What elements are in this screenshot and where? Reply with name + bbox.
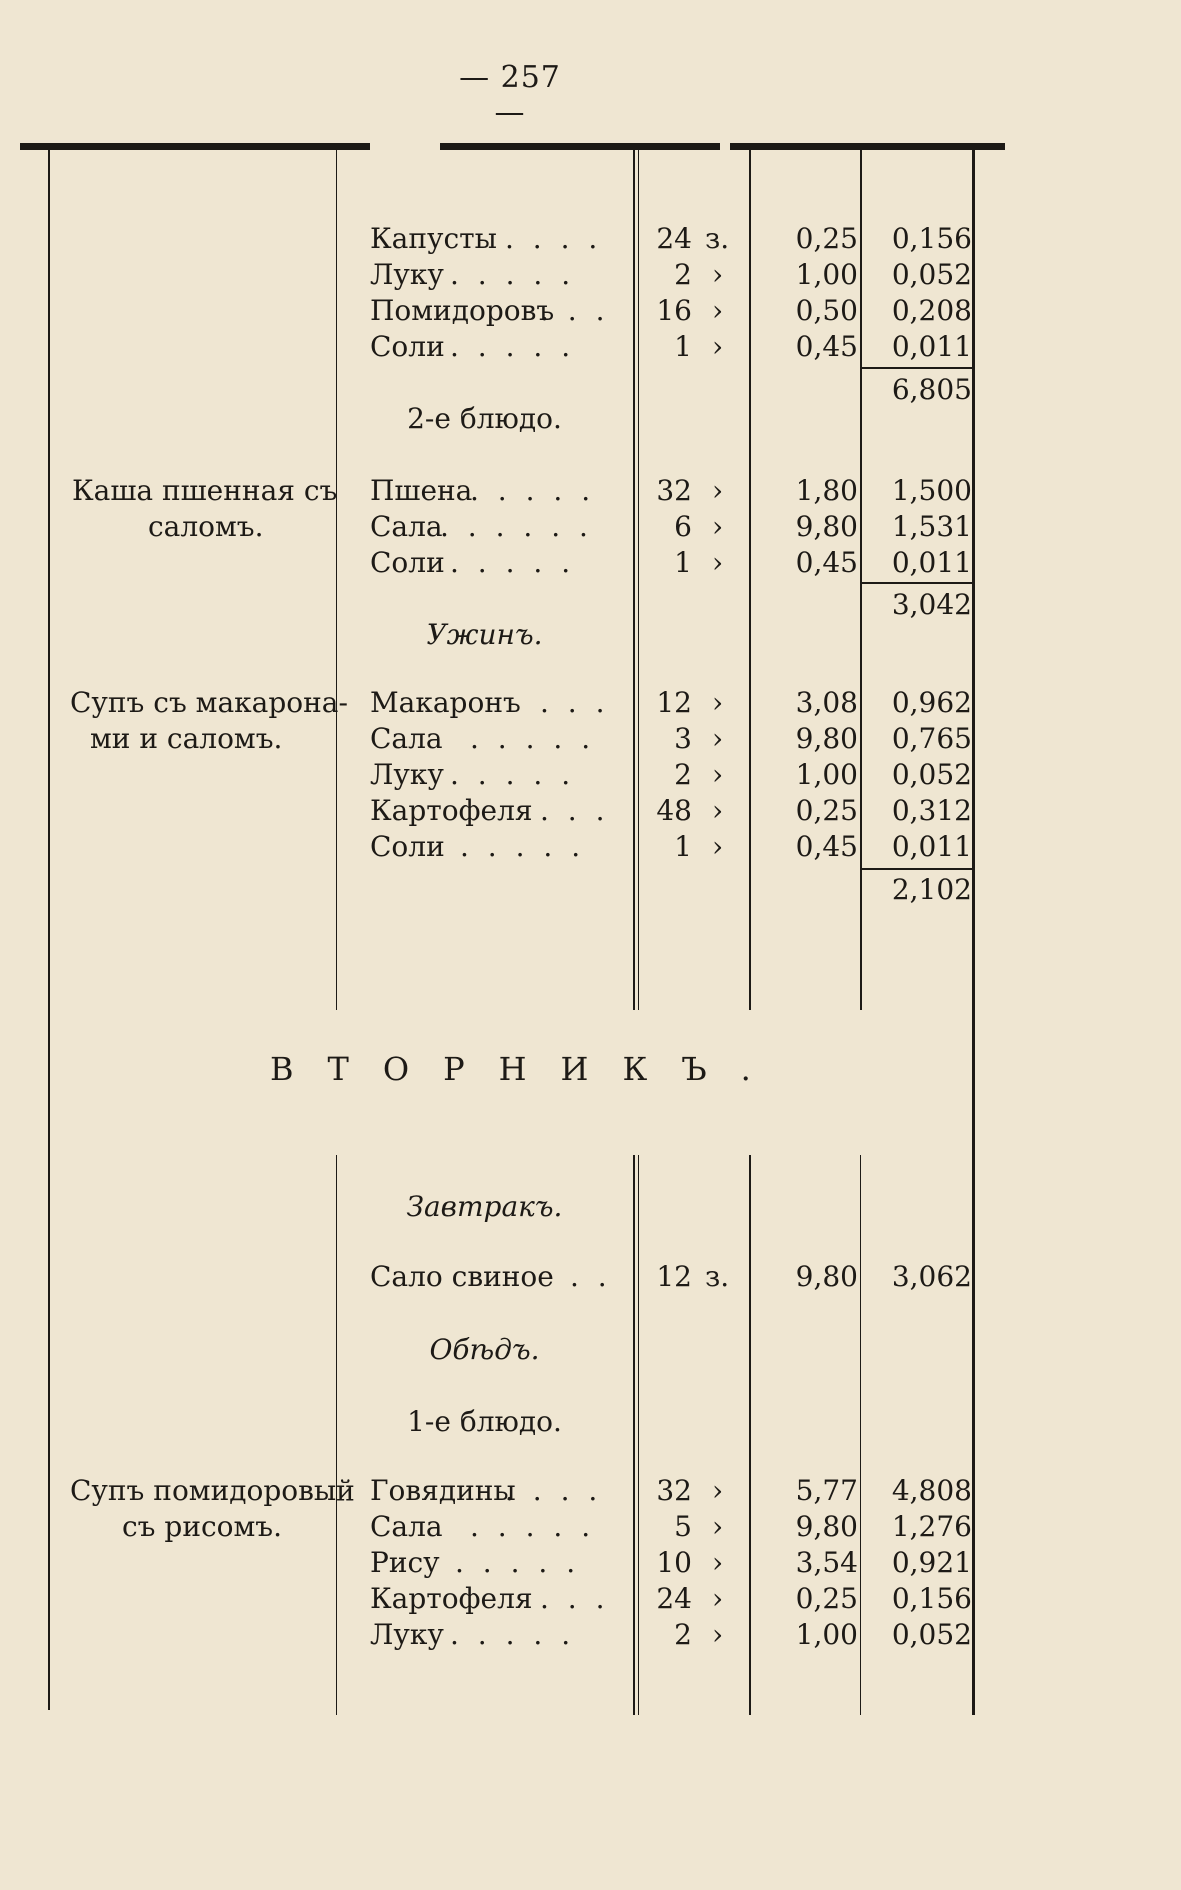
meal-label: Завтракъ.: [406, 1190, 563, 1223]
block-total: 6,805: [891, 373, 972, 406]
item-price: 1,00: [795, 1618, 858, 1651]
item-name: Соли: [370, 546, 445, 579]
item-name: Луку: [370, 758, 444, 791]
item-qty: 2: [674, 258, 692, 291]
item-price: 0,25: [795, 222, 858, 255]
item-unit: ›: [712, 758, 724, 791]
item-name: Соли: [370, 330, 445, 363]
item-price: 5,77: [795, 1474, 858, 1507]
col-line-qty-b: [638, 150, 639, 1010]
item-qty: 48: [656, 794, 692, 827]
item-name: Сала: [370, 722, 443, 755]
leader-dots: . . .: [540, 1582, 610, 1615]
item-price: 0,25: [795, 1582, 858, 1615]
item-qty: 1: [674, 546, 692, 579]
block-total: 3,042: [891, 588, 972, 621]
item-name: Рису: [370, 1546, 440, 1579]
item-cost: 1,276: [891, 1510, 972, 1543]
item-unit: з.: [705, 1260, 730, 1293]
meal-label: Ужинъ.: [426, 618, 543, 651]
leader-dots: . .: [570, 1260, 612, 1293]
total-rule: [862, 367, 972, 369]
col-line-left: [48, 150, 50, 1710]
item-unit: ›: [712, 1510, 724, 1543]
item-cost: 0,156: [891, 1582, 972, 1615]
leader-dots: . . . .: [505, 222, 603, 255]
item-cost: 1,531: [891, 510, 972, 543]
item-name: Сала: [370, 1510, 443, 1543]
item-qty: 24: [656, 222, 692, 255]
item-price: 1,80: [795, 474, 858, 507]
item-price: 1,00: [795, 258, 858, 291]
col-line-qty-2b: [638, 1155, 639, 1715]
item-qty: 16: [656, 294, 692, 327]
item-price: 0,45: [795, 830, 858, 863]
top-rule-3: [730, 143, 1005, 150]
item-qty: 1: [674, 330, 692, 363]
item-price: 0,50: [795, 294, 858, 327]
item-price: 0,45: [795, 546, 858, 579]
dish-name: съ рисомъ.: [122, 1510, 283, 1543]
leader-dots: . . . . .: [470, 474, 596, 507]
item-cost: 0,312: [891, 794, 972, 827]
item-unit: ›: [712, 546, 724, 579]
item-unit: ›: [712, 330, 724, 363]
col-line-dish: [336, 150, 337, 1010]
item-cost: 1,500: [891, 474, 972, 507]
block-total: 2,102: [891, 873, 972, 906]
item-qty: 2: [674, 1618, 692, 1651]
item-cost: 0,011: [891, 546, 972, 579]
meal-label: Обѣдъ.: [429, 1333, 540, 1366]
item-unit: ›: [712, 294, 724, 327]
item-price: 3,54: [795, 1546, 858, 1579]
item-price: 9,80: [795, 1260, 858, 1293]
item-name: Сала: [370, 510, 443, 543]
item-price: 1,00: [795, 758, 858, 791]
total-rule: [862, 582, 972, 584]
item-unit: ›: [712, 1618, 724, 1651]
item-cost: 0,962: [891, 686, 972, 719]
leader-dots: . . .: [540, 794, 610, 827]
item-cost: 3,062: [891, 1260, 972, 1293]
item-qty: 5: [674, 1510, 692, 1543]
item-cost: 0,921: [891, 1546, 972, 1579]
item-cost: 4,808: [891, 1474, 972, 1507]
item-name: Макаронъ: [370, 686, 521, 719]
item-qty: 1: [674, 830, 692, 863]
total-rule: [862, 868, 972, 870]
item-price: 9,80: [795, 1510, 858, 1543]
top-rule-2: [440, 143, 720, 150]
item-cost: 0,208: [891, 294, 972, 327]
col-line-qty-2a: [633, 1155, 635, 1715]
dish-name: Супъ съ макарона-: [70, 686, 348, 719]
item-qty: 10: [656, 1546, 692, 1579]
item-qty: 32: [656, 1474, 692, 1507]
item-name: Луку: [370, 258, 444, 291]
item-qty: 6: [674, 510, 692, 543]
page-number: — 257 —: [459, 60, 561, 130]
leader-dots: . . . . .: [455, 1546, 581, 1579]
leader-dots: . . . . . .: [440, 510, 593, 543]
leader-dots: . . . . .: [450, 258, 576, 291]
item-cost: 0,011: [891, 830, 972, 863]
item-name: Картофеля: [370, 1582, 533, 1615]
leader-dots: . . . . .: [470, 722, 596, 755]
course-label: 1-е блюдо.: [407, 1405, 562, 1438]
col-line-qty-a: [633, 150, 635, 1010]
top-rule-1: [20, 143, 370, 150]
item-name: Капусты: [370, 222, 497, 255]
item-price: 3,08: [795, 686, 858, 719]
item-unit: ›: [712, 510, 724, 543]
item-unit: ›: [712, 794, 724, 827]
leader-dots: . . . .: [505, 1474, 603, 1507]
leader-dots: . . . . .: [450, 546, 576, 579]
item-name: Говядины: [370, 1474, 516, 1507]
item-qty: 2: [674, 758, 692, 791]
item-unit: ›: [712, 1474, 724, 1507]
leader-dots: . . . . .: [450, 1618, 576, 1651]
item-name: Пшена: [370, 474, 473, 507]
leader-dots: . . . . .: [470, 1510, 596, 1543]
item-unit: ›: [712, 686, 724, 719]
item-unit: з.: [705, 222, 730, 255]
dish-name: саломъ.: [148, 510, 264, 543]
item-cost: 0,011: [891, 330, 972, 363]
leader-dots: . . . . .: [450, 330, 576, 363]
item-qty: 12: [656, 1260, 692, 1293]
dish-name: ми и саломъ.: [90, 722, 283, 755]
item-qty: 32: [656, 474, 692, 507]
item-price: 0,25: [795, 794, 858, 827]
leader-dots: . . .: [540, 686, 610, 719]
item-unit: ›: [712, 830, 724, 863]
day-title: ВТОРНИКЪ.: [270, 1050, 785, 1088]
item-cost: 0,156: [891, 222, 972, 255]
leader-dots: . . . . .: [460, 830, 586, 863]
item-cost: 0,765: [891, 722, 972, 755]
item-name: Сало свиное: [370, 1260, 554, 1293]
item-unit: ›: [712, 258, 724, 291]
item-unit: ›: [712, 1582, 724, 1615]
item-name: Луку: [370, 1618, 444, 1651]
dish-name: Супъ помидоровый: [70, 1474, 355, 1507]
item-cost: 0,052: [891, 758, 972, 791]
item-qty: 24: [656, 1582, 692, 1615]
item-cost: 0,052: [891, 1618, 972, 1651]
item-qty: 12: [656, 686, 692, 719]
item-name: Картофеля: [370, 794, 533, 827]
item-price: 9,80: [795, 510, 858, 543]
col-line-right: [972, 150, 975, 1715]
item-name: Помидоровъ: [370, 294, 555, 327]
item-cost: 0,052: [891, 258, 972, 291]
item-price: 9,80: [795, 722, 858, 755]
item-unit: ›: [712, 474, 724, 507]
item-unit: ›: [712, 1546, 724, 1579]
item-name: Соли: [370, 830, 445, 863]
leader-dots: . . . . .: [450, 758, 576, 791]
leader-dots: . . .: [540, 294, 610, 327]
dish-name: Каша пшенная съ: [72, 474, 338, 507]
item-unit: ›: [712, 722, 724, 755]
item-qty: 3: [674, 722, 692, 755]
item-price: 0,45: [795, 330, 858, 363]
course-label: 2-е блюдо.: [407, 402, 562, 435]
